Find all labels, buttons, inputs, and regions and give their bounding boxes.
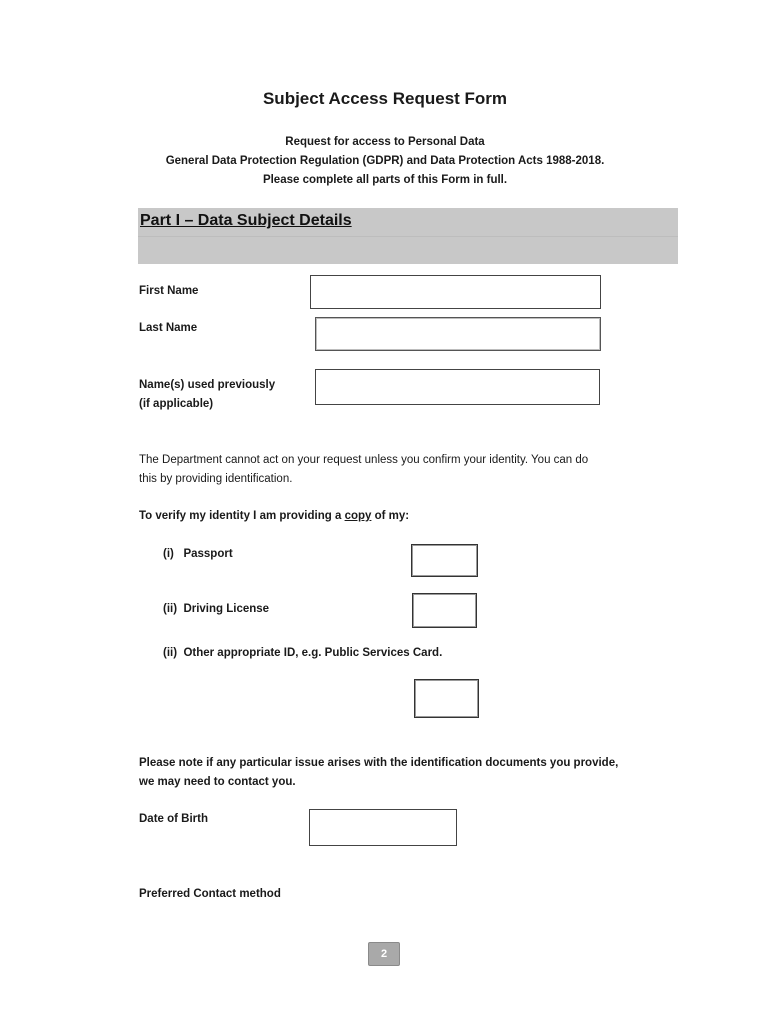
verify-identity-heading — [139, 507, 669, 526]
page-number-badge: 2 — [368, 942, 400, 966]
verify-copy-emphasis: copy — [344, 510, 372, 522]
previous-names-field[interactable] — [315, 369, 600, 405]
subtitle-request: Request for access to Personal Data — [285, 136, 485, 148]
subtitle-instruction: Please complete all parts of this Form in full. — [262, 174, 508, 186]
last-name-field[interactable] — [315, 317, 601, 351]
identity-notice-line-1: The Department cannot act on your request unless you confirm your identity. You can do — [139, 454, 589, 466]
dob-field[interactable] — [309, 809, 457, 846]
preferred-contact-label: Preferred Contact method — [139, 888, 281, 900]
last-name-label: Last Name — [139, 322, 198, 334]
part-1-title: Part I – Data Subject Details — [140, 212, 352, 229]
option-other-id-label: (ii) Other appropriate ID, e.g. Public Services Card. — [163, 647, 443, 659]
part-1-banner — [138, 208, 678, 264]
contact-note-line-2: we may need to contact you. — [139, 776, 296, 788]
option-driving-license-label: (ii) Driving License — [163, 603, 270, 615]
first-name-label: First Name — [139, 285, 199, 297]
option-other-id-checkbox[interactable] — [414, 679, 479, 718]
identity-notice-line-2: this by providing identification. — [139, 473, 293, 485]
previous-names-label: Name(s) used previously — [139, 379, 276, 391]
option-passport-checkbox[interactable] — [411, 544, 478, 577]
first-name-field[interactable] — [310, 275, 601, 309]
banner-divider — [138, 236, 678, 237]
previous-names-hint: (if applicable) — [139, 398, 214, 410]
option-passport-label: (i) Passport — [163, 548, 233, 560]
option-driving-license-checkbox[interactable] — [412, 593, 477, 628]
subtitle-legislation: General Data Protection Regulation (GDPR) and Data Protection Acts 1988-2018. — [165, 155, 605, 167]
contact-note-line-1: Please note if any particular issue arises with the identification documents you provide, — [139, 757, 619, 769]
dob-label: Date of Birth — [139, 813, 208, 825]
verify-prefix: To verify my identity I am providing a — [139, 510, 345, 522]
verify-suffix: of my: — [371, 510, 410, 522]
form-title: Subject Access Request Form — [262, 89, 508, 108]
